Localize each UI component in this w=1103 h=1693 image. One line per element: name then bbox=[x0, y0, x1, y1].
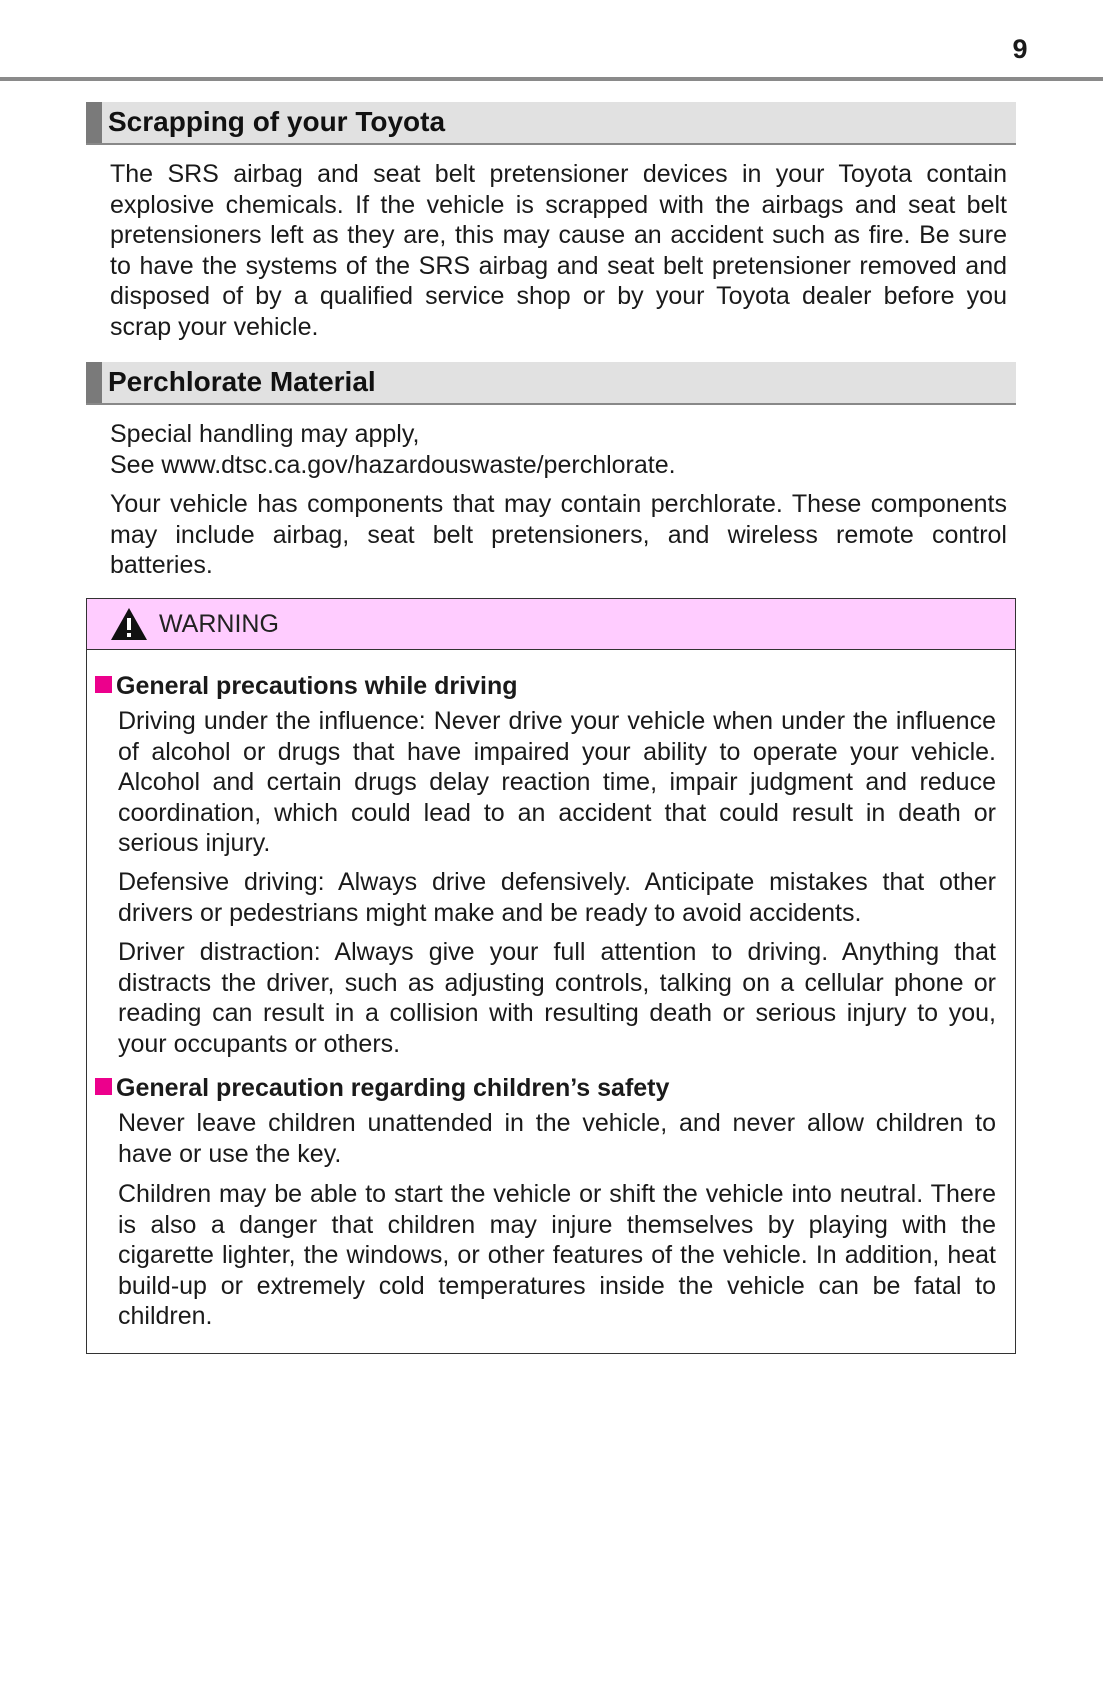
section-header-scrapping bbox=[86, 102, 1016, 145]
perchlorate-paragraph: Your vehicle has components that may contain perchlorate. These components may include airbag, seat belt pretensioners, and wireless remote control batteries. bbox=[110, 490, 1007, 579]
warning-paragraph: Driving under the influence: Never drive your vehicle when under the influence of alcohol or drugs that have impaired your ability to operate your vehicle. Alcohol and certain drugs delay reaction time, impair judgment and reduce coordination, which could lead to an accident that could result in death or serious injury. bbox=[118, 707, 996, 857]
warning-paragraph: Defensive driving: Always drive defensively. Anticipate mistakes that other drivers or pedestrians might make and be ready to avoid accidents. bbox=[118, 868, 996, 927]
section-header-bar bbox=[86, 102, 102, 143]
bullet-square-icon bbox=[95, 676, 112, 693]
warning-heading-driving bbox=[95, 670, 518, 702]
perchlorate-link-line: See www.dtsc.ca.gov/hazardouswaste/perchlorate. bbox=[110, 451, 676, 479]
warning-header bbox=[87, 599, 1015, 650]
warning-paragraph: Children may be able to start the vehicle or shift the vehicle into neutral. There is also a danger that children may injure themselves by playing with the cigarette lighter, the windows, or other features of the vehicle. In addition, heat build-up or extremely cold temperatures inside the vehicle can be fatal to children. bbox=[118, 1180, 996, 1330]
bullet-square-icon bbox=[95, 1078, 112, 1095]
warning-heading-children bbox=[95, 1072, 669, 1104]
warning-paragraph: Never leave children unattended in the vehicle, and never allow children to have or use the key. bbox=[118, 1109, 996, 1168]
warning-triangle-icon bbox=[109, 606, 149, 642]
scrapping-paragraph: The SRS airbag and seat belt pretensioner devices in your Toyota contain explosive chemicals. If the vehicle is scrapped with the airbags and seat belt pretensioners left as they are, this may cause an accident such as fire. Be sure to have the systems of the SRS airbag and seat belt pretensioner removed and disposed of by a qualified service shop or by your Toyota dealer before you scrap your vehicle. bbox=[110, 160, 1007, 341]
warning-label: WARNING bbox=[159, 610, 279, 638]
section-header-perchlorate bbox=[86, 362, 1016, 405]
page-number: 9 bbox=[1012, 34, 1028, 64]
warning-paragraph: Driver distraction: Always give your full attention to driving. Anything that distracts the driver, such as adjusting controls, talking on a cellular phone or reading can result in a collision with resulting death or serious injury to you, your occupants or others. bbox=[118, 938, 996, 1058]
header-rule bbox=[0, 77, 1103, 81]
perchlorate-line: Special handling may apply, bbox=[110, 420, 420, 448]
warning-heading-text: General precautions while driving bbox=[116, 672, 518, 700]
section-title: Scrapping of your Toyota bbox=[108, 106, 446, 137]
warning-heading-text: General precaution regarding children’s safety bbox=[116, 1074, 670, 1102]
section-title: Perchlorate Material bbox=[108, 366, 376, 397]
warning-box bbox=[86, 598, 1016, 1354]
section-header-bar bbox=[86, 362, 102, 403]
